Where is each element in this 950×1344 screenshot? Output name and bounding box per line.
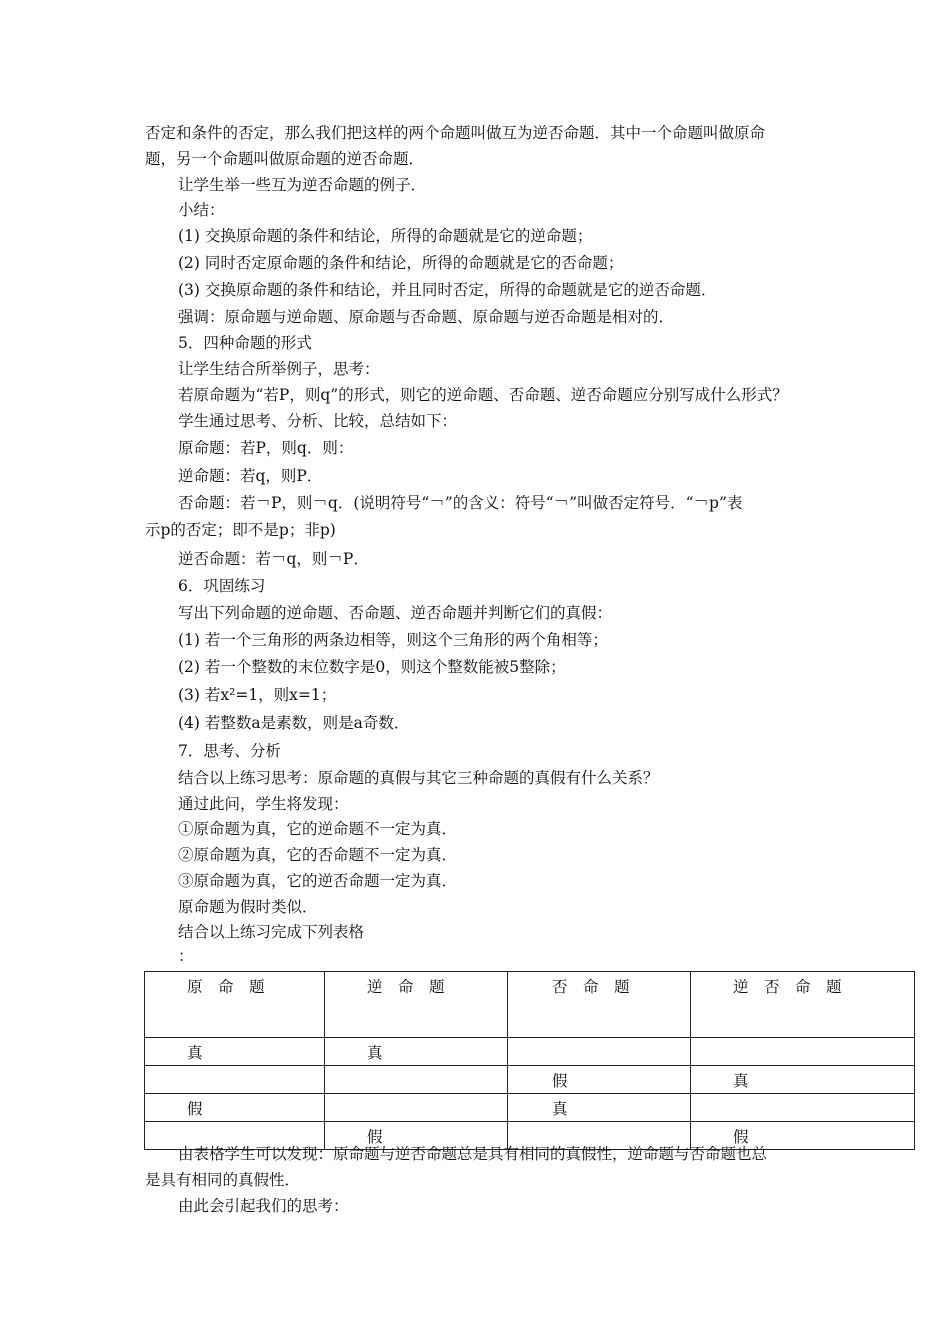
paragraph-line: 学生通过思考、分析、比较，总结如下： bbox=[178, 412, 458, 430]
table-cell: 假 bbox=[508, 1066, 691, 1094]
summary-title: 小结： bbox=[178, 201, 225, 219]
truth-table bbox=[144, 971, 915, 1150]
table-cell bbox=[508, 1038, 691, 1066]
paragraph-line: 由表格学生可以发现：原命题与逆否命题总是具有相同的真假性，逆命题与否命题也总 bbox=[178, 1145, 768, 1163]
table-header-cell: 否 命 题 bbox=[508, 972, 691, 1038]
exercise-item: (3) 若x²=1，则x=1； bbox=[178, 686, 337, 704]
conclusion-item: ③原命题为真，它的逆否命题一定为真． bbox=[178, 872, 458, 890]
table-row bbox=[145, 1094, 915, 1122]
exercise-item: (1) 若一个三角形的两条边相等，则这个三角形的两个角相等； bbox=[178, 631, 608, 649]
table-cell bbox=[145, 1066, 325, 1094]
emphasis-line: 强调：原命题与逆命题、原命题与否命题、原命题与逆否命题是相对的． bbox=[178, 308, 675, 326]
table-cell: 真 bbox=[325, 1038, 508, 1066]
table-cell: 真 bbox=[145, 1038, 325, 1066]
table-header-cell: 原 命 题 bbox=[145, 972, 325, 1038]
summary-item: (2) 同时否定原命题的条件和结论，所得的命题就是它的否命题； bbox=[178, 254, 624, 272]
paragraph-line: 题，另一个命题叫做原命题的逆否命题． bbox=[145, 150, 425, 168]
section-heading: 7．思考、分析 bbox=[178, 742, 281, 760]
paragraph-line: 原命题为假时类似． bbox=[178, 898, 318, 916]
paragraph-line: 结合以上练习完成下列表格 bbox=[178, 923, 365, 941]
summary-item: (1) 交换原命题的条件和结论，所得的命题就是它的逆命题； bbox=[178, 227, 593, 245]
conclusion-item: ②原命题为真，它的否命题不一定为真． bbox=[178, 846, 458, 864]
table-cell bbox=[691, 1038, 915, 1066]
paragraph-line: 让学生举一些互为逆否命题的例子． bbox=[178, 176, 427, 194]
table-cell: 假 bbox=[691, 1122, 915, 1150]
table-cell: 真 bbox=[691, 1066, 915, 1094]
exercise-item: (2) 若一个整数的末位数字是0，则这个整数能被5整除； bbox=[178, 658, 566, 676]
section-heading: 6．巩固练习 bbox=[178, 577, 266, 595]
table-cell bbox=[691, 1094, 915, 1122]
table-row bbox=[145, 1066, 915, 1094]
table-cell bbox=[325, 1094, 508, 1122]
summary-item: (3) 交换原命题的条件和结论，并且同时否定，所得的命题就是它的逆否命题． bbox=[178, 281, 717, 299]
paragraph-line: 若原命题为“若P，则q”的形式，则它的逆命题、否命题、逆否命题应分别写成什么形式？ bbox=[178, 386, 788, 404]
table-cell bbox=[325, 1066, 508, 1094]
table-cell: 假 bbox=[145, 1094, 325, 1122]
table-header-cell: 逆 否 命 题 bbox=[691, 972, 915, 1038]
table-header-row bbox=[145, 972, 915, 1038]
section-heading: 5．四种命题的形式 bbox=[178, 334, 312, 352]
paragraph-line: 结合以上练习思考：原命题的真假与其它三种命题的真假有什么关系？ bbox=[178, 769, 659, 787]
conclusion-item: ①原命题为真，它的逆命题不一定为真． bbox=[178, 820, 458, 838]
table-cell: 假 bbox=[325, 1122, 508, 1150]
paragraph-line: 否定和条件的否定，那么我们把这样的两个命题叫做互为逆否命题．其中一个命题叫做原命 bbox=[145, 124, 766, 142]
form-line: 逆命题：若q，则P． bbox=[178, 467, 323, 485]
paragraph-line: 通过此问，学生将发现： bbox=[178, 795, 349, 813]
form-line: 否命题：若￢P，则￢q．(说明符号“￢”的含义：符号“￢”叫做否定符号．“￢p”表 bbox=[178, 494, 743, 512]
paragraph-line: 是具有相同的真假性． bbox=[145, 1171, 301, 1189]
form-line: 原命题：若P，则q．则： bbox=[178, 439, 354, 457]
paragraph-line: 由此会引起我们的思考： bbox=[178, 1197, 349, 1215]
table-header-cell: 逆 命 题 bbox=[325, 972, 508, 1038]
paragraph-line: 写出下列命题的逆命题、否命题、逆否命题并判断它们的真假： bbox=[178, 604, 613, 622]
paragraph-line: 让学生结合所举例子，思考： bbox=[178, 360, 380, 378]
colon-mark: ： bbox=[178, 947, 194, 965]
form-line: 逆否命题：若￢q，则￢P． bbox=[178, 550, 369, 568]
table-row bbox=[145, 1038, 915, 1066]
exercise-item: (4) 若整数a是素数，则是a奇数． bbox=[178, 714, 410, 732]
form-line: 示p的否定；即不是p；非p) bbox=[145, 521, 336, 539]
table-cell: 真 bbox=[508, 1094, 691, 1122]
